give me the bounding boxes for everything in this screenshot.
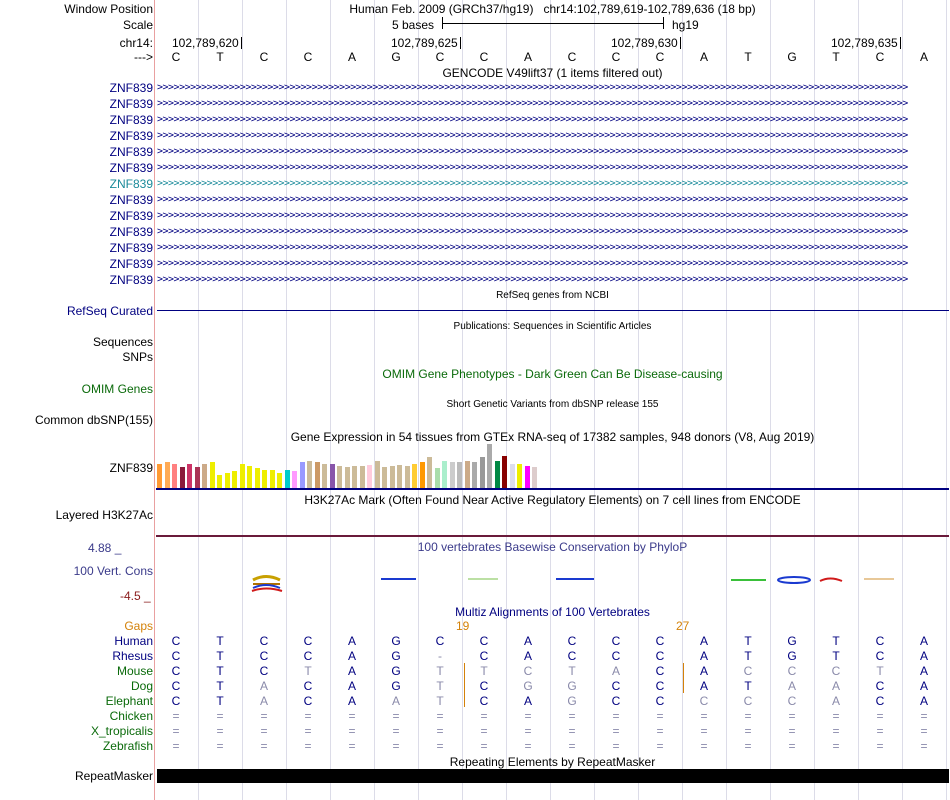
alignment-base: C	[655, 649, 665, 663]
gtex-tissue-bar[interactable]	[352, 466, 357, 488]
phylop-ymax-label: 4.88 _	[88, 541, 122, 555]
repeatmasker-track-title[interactable]: Repeating Elements by RepeatMasker	[449, 755, 656, 769]
gtex-tissue-bar[interactable]	[337, 466, 342, 488]
gencode-transcript[interactable]: >>>>>>>>>>>>>>>>>>>>>>>>>>>>>>>>>>>>>>>>>>>>>>>>>>>>>>>>>>>>>>>>>>>>>>>>>>>>>>>>>>>>>>>>>>>>>>>>>>>>>>>>>>>>>>>>>>>>>>>>>>>>>>>>>>>>>>>>	[157, 82, 908, 93]
refseq-track-title[interactable]: RefSeq genes from NCBI	[496, 290, 609, 301]
gencode-track-title[interactable]: GENCODE V49lift37 (1 items filtered out)	[442, 66, 663, 80]
reference-base: T	[832, 50, 840, 64]
alignment-base: =	[700, 739, 708, 753]
alignment-base: C	[479, 634, 489, 648]
gtex-tissue-bar[interactable]	[450, 462, 455, 488]
alignment-base: C	[171, 694, 181, 708]
gencode-gene-label[interactable]: ZNF839	[109, 145, 153, 159]
alignment-base: =	[348, 739, 356, 753]
gtex-tissue-bar[interactable]	[420, 462, 425, 488]
species-label[interactable]: Chicken	[109, 709, 153, 723]
alignment-base: =	[216, 739, 224, 753]
gtex-track-baseline	[156, 488, 949, 490]
alignment-base: T	[744, 679, 752, 693]
phylop-glyph	[820, 579, 842, 582]
repeatmasker-track-label[interactable]: RepeatMasker	[74, 769, 153, 783]
gtex-tissue-bar[interactable]	[480, 457, 485, 488]
gaps-label: Gaps	[124, 619, 153, 633]
alignment-base: T	[832, 649, 840, 663]
gtex-track-label[interactable]: ZNF839	[109, 461, 153, 475]
gencode-transcript[interactable]: >>>>>>>>>>>>>>>>>>>>>>>>>>>>>>>>>>>>>>>>>>>>>>>>>>>>>>>>>>>>>>>>>>>>>>>>>>>>>>>>>>>>>>>>>>>>>>>>>>>>>>>>>>>>>>>>>>>>>>>>>>>>>>>>>>>>>>>>	[157, 242, 908, 253]
alignment-base: =	[480, 739, 488, 753]
species-label[interactable]: Dog	[130, 679, 153, 693]
scale-bar	[442, 17, 664, 31]
omim-track-title[interactable]: OMIM Gene Phenotypes - Dark Green Can Be Disease-causing	[382, 367, 723, 381]
reference-base: C	[611, 50, 621, 64]
alignment-base: C	[743, 664, 753, 678]
alignment-base: =	[216, 724, 224, 738]
alignment-base: T	[744, 634, 752, 648]
alignment-base: A	[347, 694, 356, 708]
gencode-gene-label[interactable]: ZNF839	[109, 113, 153, 127]
gencode-transcript[interactable]: >>>>>>>>>>>>>>>>>>>>>>>>>>>>>>>>>>>>>>>>>>>>>>>>>>>>>>>>>>>>>>>>>>>>>>>>>>>>>>>>>>>>>>>>>>>>>>>>>>>>>>>>>>>>>>>>>>>>>>>>>>>>>>>>>>>>>>>>	[157, 210, 908, 221]
reference-base: T	[744, 50, 752, 64]
alignment-base: A	[831, 694, 840, 708]
alignment-base: C	[655, 694, 665, 708]
alignment-base: T	[304, 664, 312, 678]
alignment-base: A	[347, 664, 356, 678]
gencode-gene-label[interactable]: ZNF839	[109, 209, 153, 223]
gtex-tissue-bar[interactable]	[292, 471, 297, 488]
position-tick: 102,789,635	[831, 36, 901, 50]
gtex-tissue-bar[interactable]	[255, 468, 260, 488]
alignment-base: C	[523, 664, 533, 678]
gtex-tissue-bar[interactable]	[195, 467, 200, 488]
alignment-base: A	[919, 679, 928, 693]
alignment-base: C	[699, 694, 709, 708]
alignment-base: =	[832, 709, 840, 723]
gap-marker	[464, 663, 465, 707]
alignment-base: A	[699, 679, 708, 693]
alignment-base: T	[216, 634, 224, 648]
alignment-base: A	[787, 679, 796, 693]
alignment-base: =	[568, 724, 576, 738]
gencode-transcript[interactable]: >>>>>>>>>>>>>>>>>>>>>>>>>>>>>>>>>>>>>>>>>>>>>>>>>>>>>>>>>>>>>>>>>>>>>>>>>>>>>>>>>>>>>>>>>>>>>>>>>>>>>>>>>>>>>>>>>>>>>>>>>>>>>>>>>>>>>>>>	[157, 162, 908, 173]
alignment-base: =	[304, 709, 312, 723]
alignment-base: =	[304, 739, 312, 753]
alignment-base: =	[920, 724, 928, 738]
alignment-base: =	[216, 709, 224, 723]
gtex-tissue-bar[interactable]	[172, 464, 177, 488]
gtex-tissue-bar[interactable]	[322, 464, 327, 488]
alignment-base: =	[392, 709, 400, 723]
gencode-transcript[interactable]: >>>>>>>>>>>>>>>>>>>>>>>>>>>>>>>>>>>>>>>>>>>>>>>>>>>>>>>>>>>>>>>>>>>>>>>>>>>>>>>>>>>>>>>>>>>>>>>>>>>>>>>>>>>>>>>>>>>>>>>>>>>>>>>>>>>>>>>>	[157, 226, 908, 237]
species-label[interactable]: Rhesus	[112, 649, 153, 663]
alignment-base: =	[612, 739, 620, 753]
position-tick: 102,789,620	[172, 36, 242, 50]
alignment-base: G	[787, 634, 797, 648]
gtex-tissue-bar[interactable]	[397, 465, 402, 488]
alignment-base: C	[655, 679, 665, 693]
gtex-tissue-bar[interactable]	[157, 464, 162, 488]
gencode-transcript[interactable]: >>>>>>>>>>>>>>>>>>>>>>>>>>>>>>>>>>>>>>>>>>>>>>>>>>>>>>>>>>>>>>>>>>>>>>>>>>>>>>>>>>>>>>>>>>>>>>>>>>>>>>>>>>>>>>>>>>>>>>>>>>>>>>>>>>>>>>>>	[157, 130, 908, 141]
gtex-tissue-bar[interactable]	[232, 471, 237, 488]
gtex-tissue-bar[interactable]	[180, 467, 185, 488]
alignment-base: C	[655, 634, 665, 648]
gtex-tissue-bar[interactable]	[367, 465, 372, 488]
window-position-title: Human Feb. 2009 (GRCh37/hg19) chr14:102,789,619-102,789,636 (18 bp)	[349, 2, 756, 16]
alignment-base: =	[876, 709, 884, 723]
gtex-tissue-bar[interactable]	[345, 467, 350, 488]
alignment-base: =	[172, 724, 180, 738]
alignment-base: =	[172, 739, 180, 753]
gencode-gene-label[interactable]: ZNF839	[109, 273, 153, 287]
alignment-base: C	[479, 649, 489, 663]
gtex-tissue-bar[interactable]	[472, 462, 477, 488]
alignment-base: =	[392, 724, 400, 738]
assembly-label: hg19	[672, 18, 699, 32]
gtex-tissue-bar[interactable]	[427, 457, 432, 488]
alignment-base: T	[436, 694, 444, 708]
reference-base: C	[875, 50, 885, 64]
alignment-base: =	[612, 724, 620, 738]
alignment-base: =	[876, 724, 884, 738]
gencode-transcript[interactable]: >>>>>>>>>>>>>>>>>>>>>>>>>>>>>>>>>>>>>>>>>>>>>>>>>>>>>>>>>>>>>>>>>>>>>>>>>>>>>>>>>>>>>>>>>>>>>>>>>>>>>>>>>>>>>>>>>>>>>>>>>>>>>>>>>>>>>>>>	[157, 98, 908, 109]
reference-base: C	[655, 50, 665, 64]
gencode-transcript[interactable]: >>>>>>>>>>>>>>>>>>>>>>>>>>>>>>>>>>>>>>>>>>>>>>>>>>>>>>>>>>>>>>>>>>>>>>>>>>>>>>>>>>>>>>>>>>>>>>>>>>>>>>>>>>>>>>>>>>>>>>>>>>>>>>>>>>>>>>>>	[157, 258, 908, 269]
gtex-tissue-bar[interactable]	[510, 464, 515, 488]
gtex-tissue-bar[interactable]	[277, 473, 282, 488]
alignment-base: =	[436, 724, 444, 738]
alignment-base: T	[216, 694, 224, 708]
alignment-base: C	[743, 694, 753, 708]
alignment-base: C	[435, 634, 445, 648]
alignment-base: G	[391, 649, 401, 663]
gencode-gene-label[interactable]: ZNF839	[109, 241, 153, 255]
position-tick: 102,789,630	[611, 36, 681, 50]
phylop-ymin-label: -4.5 _	[120, 589, 151, 603]
alignment-base: =	[832, 724, 840, 738]
alignment-base: C	[171, 664, 181, 678]
reference-base: C	[303, 50, 313, 64]
gtex-tissue-bar[interactable]	[457, 462, 462, 488]
alignment-base: C	[875, 679, 885, 693]
alignment-base: =	[568, 739, 576, 753]
alignment-base: A	[919, 634, 928, 648]
alignment-base: A	[347, 634, 356, 648]
species-label[interactable]: Elephant	[105, 694, 153, 708]
alignment-base: =	[172, 709, 180, 723]
gap-count: 19	[456, 619, 470, 633]
alignment-base: T	[832, 634, 840, 648]
species-label[interactable]: Zebrafish	[102, 739, 153, 753]
alignment-base: =	[832, 739, 840, 753]
reference-base: C	[259, 50, 269, 64]
alignment-base: G	[391, 634, 401, 648]
alignment-base: =	[304, 724, 312, 738]
reference-base: A	[919, 50, 928, 64]
alignment-base: A	[259, 694, 268, 708]
gtex-expression-bars[interactable]	[156, 444, 556, 488]
scale-label: Scale	[122, 18, 153, 32]
alignment-base: =	[524, 739, 532, 753]
alignment-base: =	[656, 709, 664, 723]
gtex-tissue-bar[interactable]	[375, 461, 380, 488]
alignment-base: C	[787, 664, 797, 678]
alignment-base: A	[919, 649, 928, 663]
alignment-base: =	[524, 724, 532, 738]
alignment-base: C	[875, 634, 885, 648]
alignment-base: G	[567, 679, 577, 693]
position-tick: 102,789,625	[391, 36, 461, 50]
snps-track-label[interactable]: SNPs	[122, 350, 153, 364]
gencode-gene-label[interactable]: ZNF839	[109, 97, 153, 111]
alignment-base: =	[392, 739, 400, 753]
gtex-tissue-bar[interactable]	[225, 473, 230, 488]
alignment-base: =	[920, 709, 928, 723]
alignment-base: C	[303, 634, 313, 648]
alignment-base: A	[347, 679, 356, 693]
gencode-transcript[interactable]: >>>>>>>>>>>>>>>>>>>>>>>>>>>>>>>>>>>>>>>>>>>>>>>>>>>>>>>>>>>>>>>>>>>>>>>>>>>>>>>>>>>>>>>>>>>>>>>>>>>>>>>>>>>>>>>>>>>>>>>>>>>>>>>>>>>>>>>>	[157, 114, 908, 125]
gtex-tissue-bar[interactable]	[217, 475, 222, 488]
alignment-base: C	[171, 634, 181, 648]
gtex-tissue-bar[interactable]	[405, 466, 410, 488]
species-label[interactable]: X_tropicalis	[90, 724, 153, 738]
alignment-base: =	[876, 739, 884, 753]
reference-base: A	[347, 50, 356, 64]
alignment-base: A	[699, 664, 708, 678]
reference-base: C	[171, 50, 181, 64]
alignment-base: C	[171, 649, 181, 663]
gtex-tissue-bar[interactable]	[202, 464, 207, 488]
alignment-base: A	[831, 679, 840, 693]
reference-base: G	[787, 50, 797, 64]
alignment-base: =	[436, 739, 444, 753]
alignment-base: A	[699, 649, 708, 663]
alignment-base: A	[919, 694, 928, 708]
gtex-tissue-bar[interactable]	[270, 470, 275, 488]
alignment-base: C	[171, 679, 181, 693]
gap-marker	[683, 663, 684, 693]
alignment-base: -	[438, 649, 442, 663]
gtex-track-title[interactable]: Gene Expression in 54 tissues from GTEx RNA-seq of 17382 samples, 948 donors (V8, Aug 2019)	[290, 430, 815, 444]
phylop-track-title[interactable]: 100 vertebrates Basewise Conservation by PhyloP	[417, 540, 688, 554]
alignment-base: =	[568, 709, 576, 723]
dbsnp-track-label[interactable]: Common dbSNP(155)	[34, 413, 153, 427]
alignment-base: G	[391, 679, 401, 693]
alignment-base: C	[303, 679, 313, 693]
gtex-tissue-bar[interactable]	[465, 461, 470, 488]
gtex-tissue-bar[interactable]	[240, 464, 245, 488]
refseq-gene-line[interactable]	[157, 310, 949, 311]
alignment-base: =	[744, 739, 752, 753]
gtex-tissue-bar[interactable]	[285, 470, 290, 488]
alignment-base: T	[744, 649, 752, 663]
gtex-tissue-bar[interactable]	[390, 466, 395, 488]
gencode-gene-label[interactable]: ZNF839	[109, 193, 153, 207]
alignment-base: =	[612, 709, 620, 723]
gtex-tissue-bar[interactable]	[502, 456, 507, 488]
gencode-gene-label[interactable]: ZNF839	[109, 225, 153, 239]
alignment-base: A	[919, 664, 928, 678]
window-position-label: Window Position	[64, 2, 153, 16]
alignment-base: C	[479, 694, 489, 708]
alignment-base: G	[787, 649, 797, 663]
alignment-base: A	[347, 649, 356, 663]
alignment-base: G	[391, 664, 401, 678]
reference-base: T	[216, 50, 224, 64]
dbsnp-track-title[interactable]: Short Genetic Variants from dbSNP release 155	[446, 399, 659, 410]
alignment-base: A	[391, 694, 400, 708]
alignment-base: =	[788, 709, 796, 723]
gtex-tissue-bar[interactable]	[315, 462, 320, 488]
gencode-gene-label[interactable]: ZNF839	[109, 161, 153, 175]
gtex-tissue-bar[interactable]	[187, 464, 192, 488]
alignment-base: =	[744, 709, 752, 723]
gtex-tissue-bar[interactable]	[262, 470, 267, 488]
alignment-base: =	[700, 724, 708, 738]
phylop-logo-glyphs	[156, 570, 949, 600]
gtex-tissue-bar[interactable]	[382, 467, 387, 488]
gtex-tissue-bar[interactable]	[247, 466, 252, 488]
alignment-base: T	[480, 664, 488, 678]
alignment-base: =	[788, 724, 796, 738]
alignment-base: A	[611, 664, 620, 678]
gencode-transcript[interactable]: >>>>>>>>>>>>>>>>>>>>>>>>>>>>>>>>>>>>>>>>>>>>>>>>>>>>>>>>>>>>>>>>>>>>>>>>>>>>>>>>>>>>>>>>>>>>>>>>>>>>>>>>>>>>>>>>>>>>>>>>>>>>>>>>>>>>>>>>	[157, 194, 908, 205]
phylop-glyph	[252, 577, 282, 592]
alignment-base: T	[436, 679, 444, 693]
gtex-tissue-bar[interactable]	[307, 461, 312, 488]
alignment-base: T	[216, 649, 224, 663]
alignment-base: C	[303, 694, 313, 708]
scale-text: 5 bases	[392, 18, 435, 32]
species-label[interactable]: Human	[114, 634, 153, 648]
publications-track-title[interactable]: Publications: Sequences in Scientific Articles	[453, 321, 652, 332]
alignment-base: C	[611, 634, 621, 648]
gtex-tissue-bar[interactable]	[435, 468, 440, 488]
repeatmasker-element[interactable]	[157, 769, 949, 783]
alignment-base: C	[787, 694, 797, 708]
strand-label: --->	[134, 50, 153, 64]
gap-count: 27	[676, 619, 690, 633]
alignment-base: C	[567, 634, 577, 648]
alignment-base: G	[567, 694, 577, 708]
gtex-tissue-bar[interactable]	[532, 467, 537, 488]
gencode-gene-label[interactable]: ZNF839	[109, 177, 153, 191]
multiz-track-title[interactable]: Multiz Alignments of 100 Vertebrates	[455, 605, 650, 619]
alignment-base: =	[480, 724, 488, 738]
h3k27ac-signal-line	[156, 535, 949, 537]
alignment-base: C	[259, 634, 269, 648]
alignment-base: A	[523, 634, 532, 648]
gtex-tissue-bar[interactable]	[495, 461, 500, 488]
reference-base: G	[391, 50, 401, 64]
alignment-base: =	[260, 709, 268, 723]
reference-base: C	[435, 50, 445, 64]
gtex-tissue-bar[interactable]	[300, 462, 305, 488]
alignment-base: C	[875, 649, 885, 663]
alignment-base: =	[656, 724, 664, 738]
gtex-tissue-bar[interactable]	[487, 444, 492, 488]
gtex-tissue-bar[interactable]	[525, 466, 530, 488]
reference-base: A	[699, 50, 708, 64]
species-label[interactable]: Mouse	[116, 664, 153, 678]
alignment-base: C	[875, 694, 885, 708]
alignment-base: A	[259, 679, 268, 693]
gtex-tissue-bar[interactable]	[442, 461, 447, 488]
alignment-base: =	[524, 709, 532, 723]
alignment-base: C	[611, 694, 621, 708]
h3k27ac-track-title[interactable]: H3K27Ac Mark (Often Found Near Active Regulatory Elements) on 7 cell lines from ENCODE	[304, 493, 801, 507]
alignment-base: C	[655, 664, 665, 678]
reference-base: C	[479, 50, 489, 64]
sequences-track-label[interactable]: Sequences	[92, 335, 153, 349]
gtex-tissue-bar[interactable]	[360, 466, 365, 488]
phylop-glyph	[778, 577, 810, 583]
refseq-track-label[interactable]: RefSeq Curated	[66, 304, 153, 318]
alignment-base: T	[436, 664, 444, 678]
alignment-base: =	[788, 739, 796, 753]
alignment-base: A	[523, 649, 532, 663]
alignment-base: G	[523, 679, 533, 693]
gtex-tissue-bar[interactable]	[210, 462, 215, 488]
gencode-transcript[interactable]: >>>>>>>>>>>>>>>>>>>>>>>>>>>>>>>>>>>>>>>>>>>>>>>>>>>>>>>>>>>>>>>>>>>>>>>>>>>>>>>>>>>>>>>>>>>>>>>>>>>>>>>>>>>>>>>>>>>>>>>>>>>>>>>>>>>>>>>>	[157, 178, 908, 189]
gencode-gene-label[interactable]: ZNF839	[109, 129, 153, 143]
h3k27ac-track-label[interactable]: Layered H3K27Ac	[55, 508, 153, 522]
alignment-base: T	[876, 664, 884, 678]
gencode-gene-label[interactable]: ZNF839	[109, 81, 153, 95]
alignment-base: =	[480, 709, 488, 723]
gtex-tissue-bar[interactable]	[517, 464, 522, 488]
alignment-base: T	[216, 664, 224, 678]
alignment-base: C	[611, 679, 621, 693]
alignment-base: =	[744, 724, 752, 738]
alignment-base: A	[523, 694, 532, 708]
alignment-base: C	[259, 649, 269, 663]
alignment-base: =	[436, 709, 444, 723]
alignment-base: =	[920, 739, 928, 753]
alignment-base: =	[700, 709, 708, 723]
alignment-base: C	[479, 679, 489, 693]
gtex-tissue-bar[interactable]	[330, 464, 335, 488]
alignment-base: C	[611, 649, 621, 663]
alignment-base: =	[260, 739, 268, 753]
alignment-base: C	[303, 649, 313, 663]
alignment-base: T	[216, 679, 224, 693]
alignment-base: C	[831, 664, 841, 678]
alignment-base: =	[656, 739, 664, 753]
gtex-tissue-bar[interactable]	[165, 462, 170, 488]
left-divider	[154, 0, 155, 800]
chrom-label: chr14:	[119, 36, 153, 50]
gencode-transcript[interactable]: >>>>>>>>>>>>>>>>>>>>>>>>>>>>>>>>>>>>>>>>>>>>>>>>>>>>>>>>>>>>>>>>>>>>>>>>>>>>>>>>>>>>>>>>>>>>>>>>>>>>>>>>>>>>>>>>>>>>>>>>>>>>>>>>>>>>>>>>	[157, 146, 908, 157]
omim-track-label[interactable]: OMIM Genes	[81, 382, 153, 396]
reference-base: A	[523, 50, 532, 64]
gencode-gene-label[interactable]: ZNF839	[109, 257, 153, 271]
gencode-transcript[interactable]: >>>>>>>>>>>>>>>>>>>>>>>>>>>>>>>>>>>>>>>>>>>>>>>>>>>>>>>>>>>>>>>>>>>>>>>>>>>>>>>>>>>>>>>>>>>>>>>>>>>>>>>>>>>>>>>>>>>>>>>>>>>>>>>>>>>>>>>>	[157, 274, 908, 285]
alignment-base: C	[259, 664, 269, 678]
alignment-base: T	[568, 664, 576, 678]
alignment-base: =	[260, 724, 268, 738]
alignment-base: A	[699, 634, 708, 648]
reference-base: C	[567, 50, 577, 64]
alignment-base: =	[348, 724, 356, 738]
alignment-base: C	[567, 649, 577, 663]
alignment-base: =	[348, 709, 356, 723]
gtex-tissue-bar[interactable]	[412, 464, 417, 488]
phylop-track-label[interactable]: 100 Vert. Cons	[73, 564, 153, 578]
